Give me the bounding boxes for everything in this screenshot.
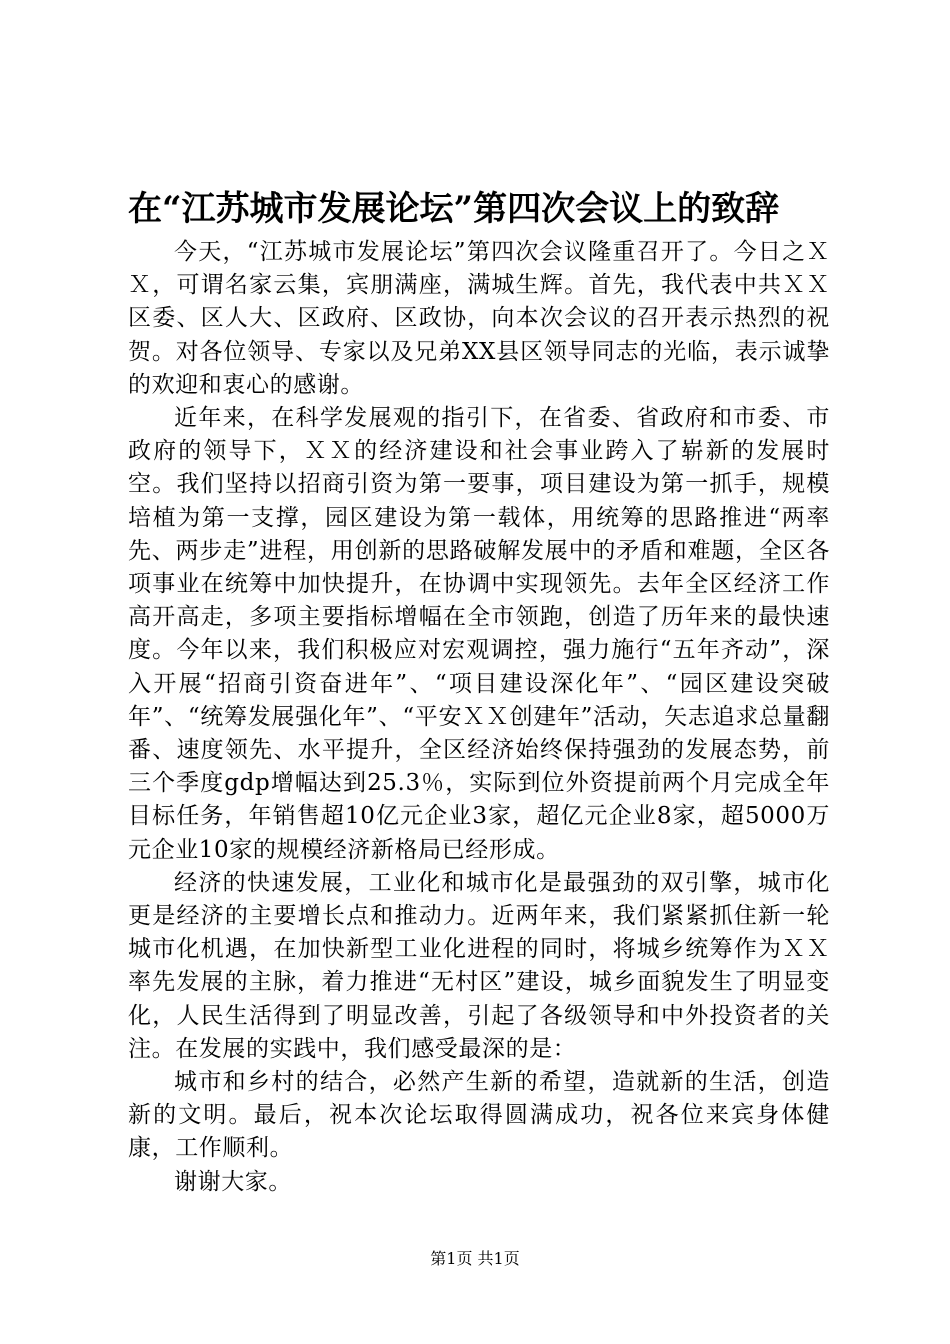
paragraph-development: 近年来，在科学发展观的指引下，在省委、省政府和市委、市政府的领导下，ＸＸ的经济建设和社会事业跨入了崭新的发展时空。我们坚持以招商引资为第一要事，项目建设为第一抓手，规模培植为第一支撑，园区建设为第一载体，用统筹的思路推进“两率先、两步走”进程，用创新的思路破解发展中的矛盾和难题，全区各项事业在统筹中加快提升，在协调中实现领先。去年全区经济工作高开高走，多项主要指标增幅在全市领跑，创造了历年来的最快速度。今年以来，我们积极应对宏观调控，强力施行“五年齐动”，深入开展“招商引资奋进年”、“项目建设深化年”、“园区建设突破年”、“统筹发展强化年”、“平安ＸＸ创建年”活动，矢志追求总量翻番、速度领先、水平提升，全区经济始终保持强劲的发展态势，前三个季度gdp增幅达到25.3％，实际到位外资提前两个月完成全年目标任务，年销售超10亿元企业3家，超亿元企业8家，超5000万元企业10家的规模经济新格局已经形成。 (128, 405, 830, 863)
page-footer: 第1页 共1页 (430, 1249, 520, 1268)
paragraph-opening: 今天，“江苏城市发展论坛”第四次会议隆重召开了。今日之ＸＸ，可谓名家云集，宾朋满座，满城生辉。首先，我代表中共ＸＸ区委、区人大、区政府、区政协，向本次会议的召开表示热烈的祝贺。对各位领导、专家以及兄弟XX县区领导同志的光临，表示诚挚的欢迎和衷心的感谢。 (128, 239, 830, 398)
paragraph-closing: 城市和乡村的结合，必然产生新的希望，造就新的生活，创造新的文明。最后，祝本次论坛取得圆满成功，祝各位来宾身体健康，工作顺利。 (128, 1069, 830, 1162)
document-body (128, 236, 830, 1199)
document-title: 在“江苏城市发展论坛”第四次会议上的致辞 (128, 189, 780, 229)
paragraph-urbanization: 经济的快速发展，工业化和城市化是最强劲的双引擎，城市化更是经济的主要增长点和推动力。近两年来，我们紧紧抓住新一轮城市化机遇，在加快新型工业化进程的同时，将城乡统筹作为ＸＸ率先发展的主脉，着力推进“无村区”建设，城乡面貌发生了明显变化，人民生活得到了明显改善，引起了各级领导和中外投资者的关注。在发展的实践中，我们感受最深的是： (128, 869, 830, 1062)
paragraph-thanks: 谢谢大家。 (174, 1168, 292, 1195)
